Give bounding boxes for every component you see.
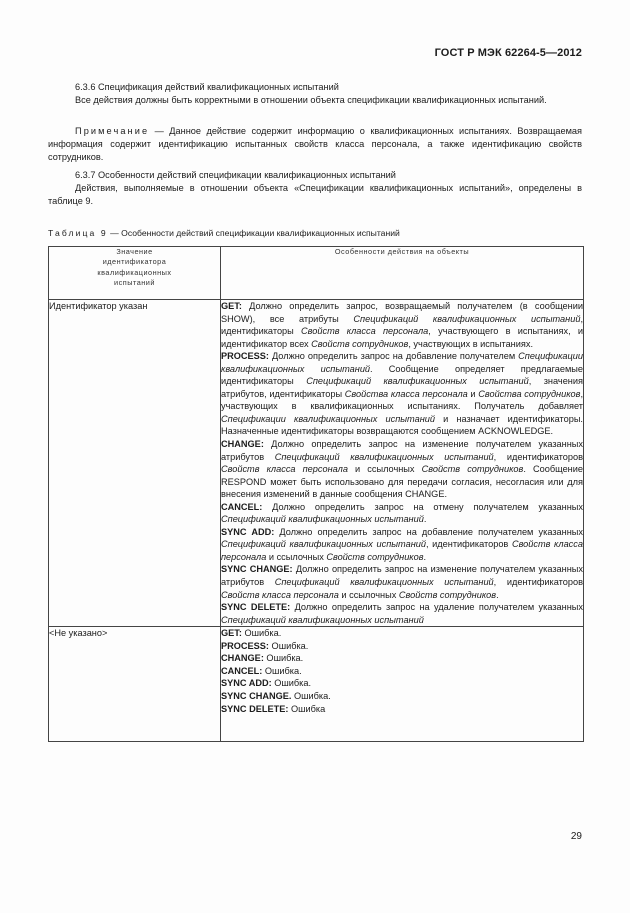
error-line: SYNC ADD: Ошибка. <box>221 678 312 689</box>
process-entry: PROCESS: Должно определить запрос на добавление получателем Спецификации квалификационных испытаний. Сообщение определяет предлагаемые идентификаторы Спецификаций квалификационных испытаний, значения атрибутов, идентификаторы Свойства класса персонала и Свойства сотрудников, участвующих в квалификационных испытаниях. Получатель добавляет Спецификации квалификационных испытаний и назначает идентификаторы. Назначенные идентификаторы возвращаются сообщением ACKNOWLEDGE. <box>221 351 583 437</box>
error-line: SYNC DELETE: Ошибка <box>221 703 326 714</box>
change-entry: CHANGE: Должно определить запрос на изменение получателем указанных атрибутов Спецификаций квалификационных испытаний, идентификаторов Свойств класса персонала и ссылочных Свойств сотрудников. Сообщение RESPOND может быть использовано для передачи согласия, несогласия или для внесения изменений в данные сообщения CHANGE. <box>221 439 583 500</box>
row-identifier-cell: <Не указано> <box>49 627 221 742</box>
error-list <box>221 627 583 715</box>
actions-table <box>48 246 584 742</box>
table-row <box>49 627 584 742</box>
section-6-3-6 <box>48 81 582 107</box>
note-paragraph <box>48 125 582 164</box>
row-features-cell <box>221 627 584 742</box>
header-col-identifier: Значение идентификатора квалификационных испытаний <box>49 247 221 300</box>
row-identifier-cell: Идентификатор указан <box>49 300 221 627</box>
section-heading: 6.3.7 Особенности действий спецификации квалификационных испытаний <box>75 170 396 180</box>
header-col-features: Особенности действия на объекты <box>221 247 584 300</box>
page-number: 29 <box>570 831 582 842</box>
sync-add-entry: SYNC ADD: Должно определить запрос на добавление получателем указанных Спецификаций квалификационных испытаний, идентификаторов Свойств класса персонала и ссылочных Свойств сотрудников. <box>221 526 583 562</box>
row-features-cell <box>221 300 584 627</box>
note-label: Примечание <box>75 126 150 136</box>
error-line: PROCESS: Ошибка. <box>221 640 309 651</box>
cancel-entry: CANCEL: Должно определить запрос на отмену получателем указанных Спецификаций квалификационных испытаний. <box>221 501 583 525</box>
standard-header: ГОСТ Р МЭК 62264-5—2012 <box>434 47 582 59</box>
table-caption <box>48 228 400 238</box>
table-header-row <box>49 247 584 300</box>
table-caption-label: Таблица 9 <box>48 228 108 238</box>
table-caption-text: — Особенности действий спецификации квалификационных испытаний <box>107 228 400 238</box>
error-line: CHANGE: Ошибка. <box>221 653 304 664</box>
error-line: SYNC CHANGE. Ошибка. <box>221 690 331 701</box>
section-6-3-7 <box>48 169 582 208</box>
sync-delete-entry: SYNC DELETE: Должно определить запрос на удаление получателем указанных Спецификаций квалификационных испытаний <box>221 602 583 625</box>
sync-change-entry: SYNC CHANGE: Должно определить запрос на изменение получателем указанных атрибутов Спецификаций квалификационных испытаний, идентификаторов Свойств класса персонала и ссылочных Свойств сотрудников. <box>221 564 584 600</box>
section-body: Действия, выполняемые в отношении объекта «Спецификации квалификационных испытаний», определены в таблице 9. <box>48 183 582 206</box>
error-line: GET: Ошибка. <box>221 628 282 639</box>
section-heading: 6.3.6 Спецификация действий квалификационных испытаний <box>75 82 339 92</box>
get-entry: GET: Должно определить запрос, возвращаемый получателем (в сообщении SHOW), все атрибуты Спецификаций квалификационных испытаний, идентификаторы Свойств класса персонала, участвующего в испытаниях, и идентификатор всех Свойств сотрудников, участвующих в испытаниях. <box>221 301 584 349</box>
table-row <box>49 300 584 627</box>
section-body: Все действия должны быть корректными в отношении объекта спецификации квалификационных испытаний. <box>75 95 547 105</box>
note-text: — Данное действие содержит информацию о квалификационных испытаниях. Возвращаемая информация содержит идентификацию испытанных свойств класса персонала, а также идентификацию свойств сотрудников. <box>48 126 582 162</box>
error-line: CANCEL: Ошибка. <box>221 665 302 676</box>
